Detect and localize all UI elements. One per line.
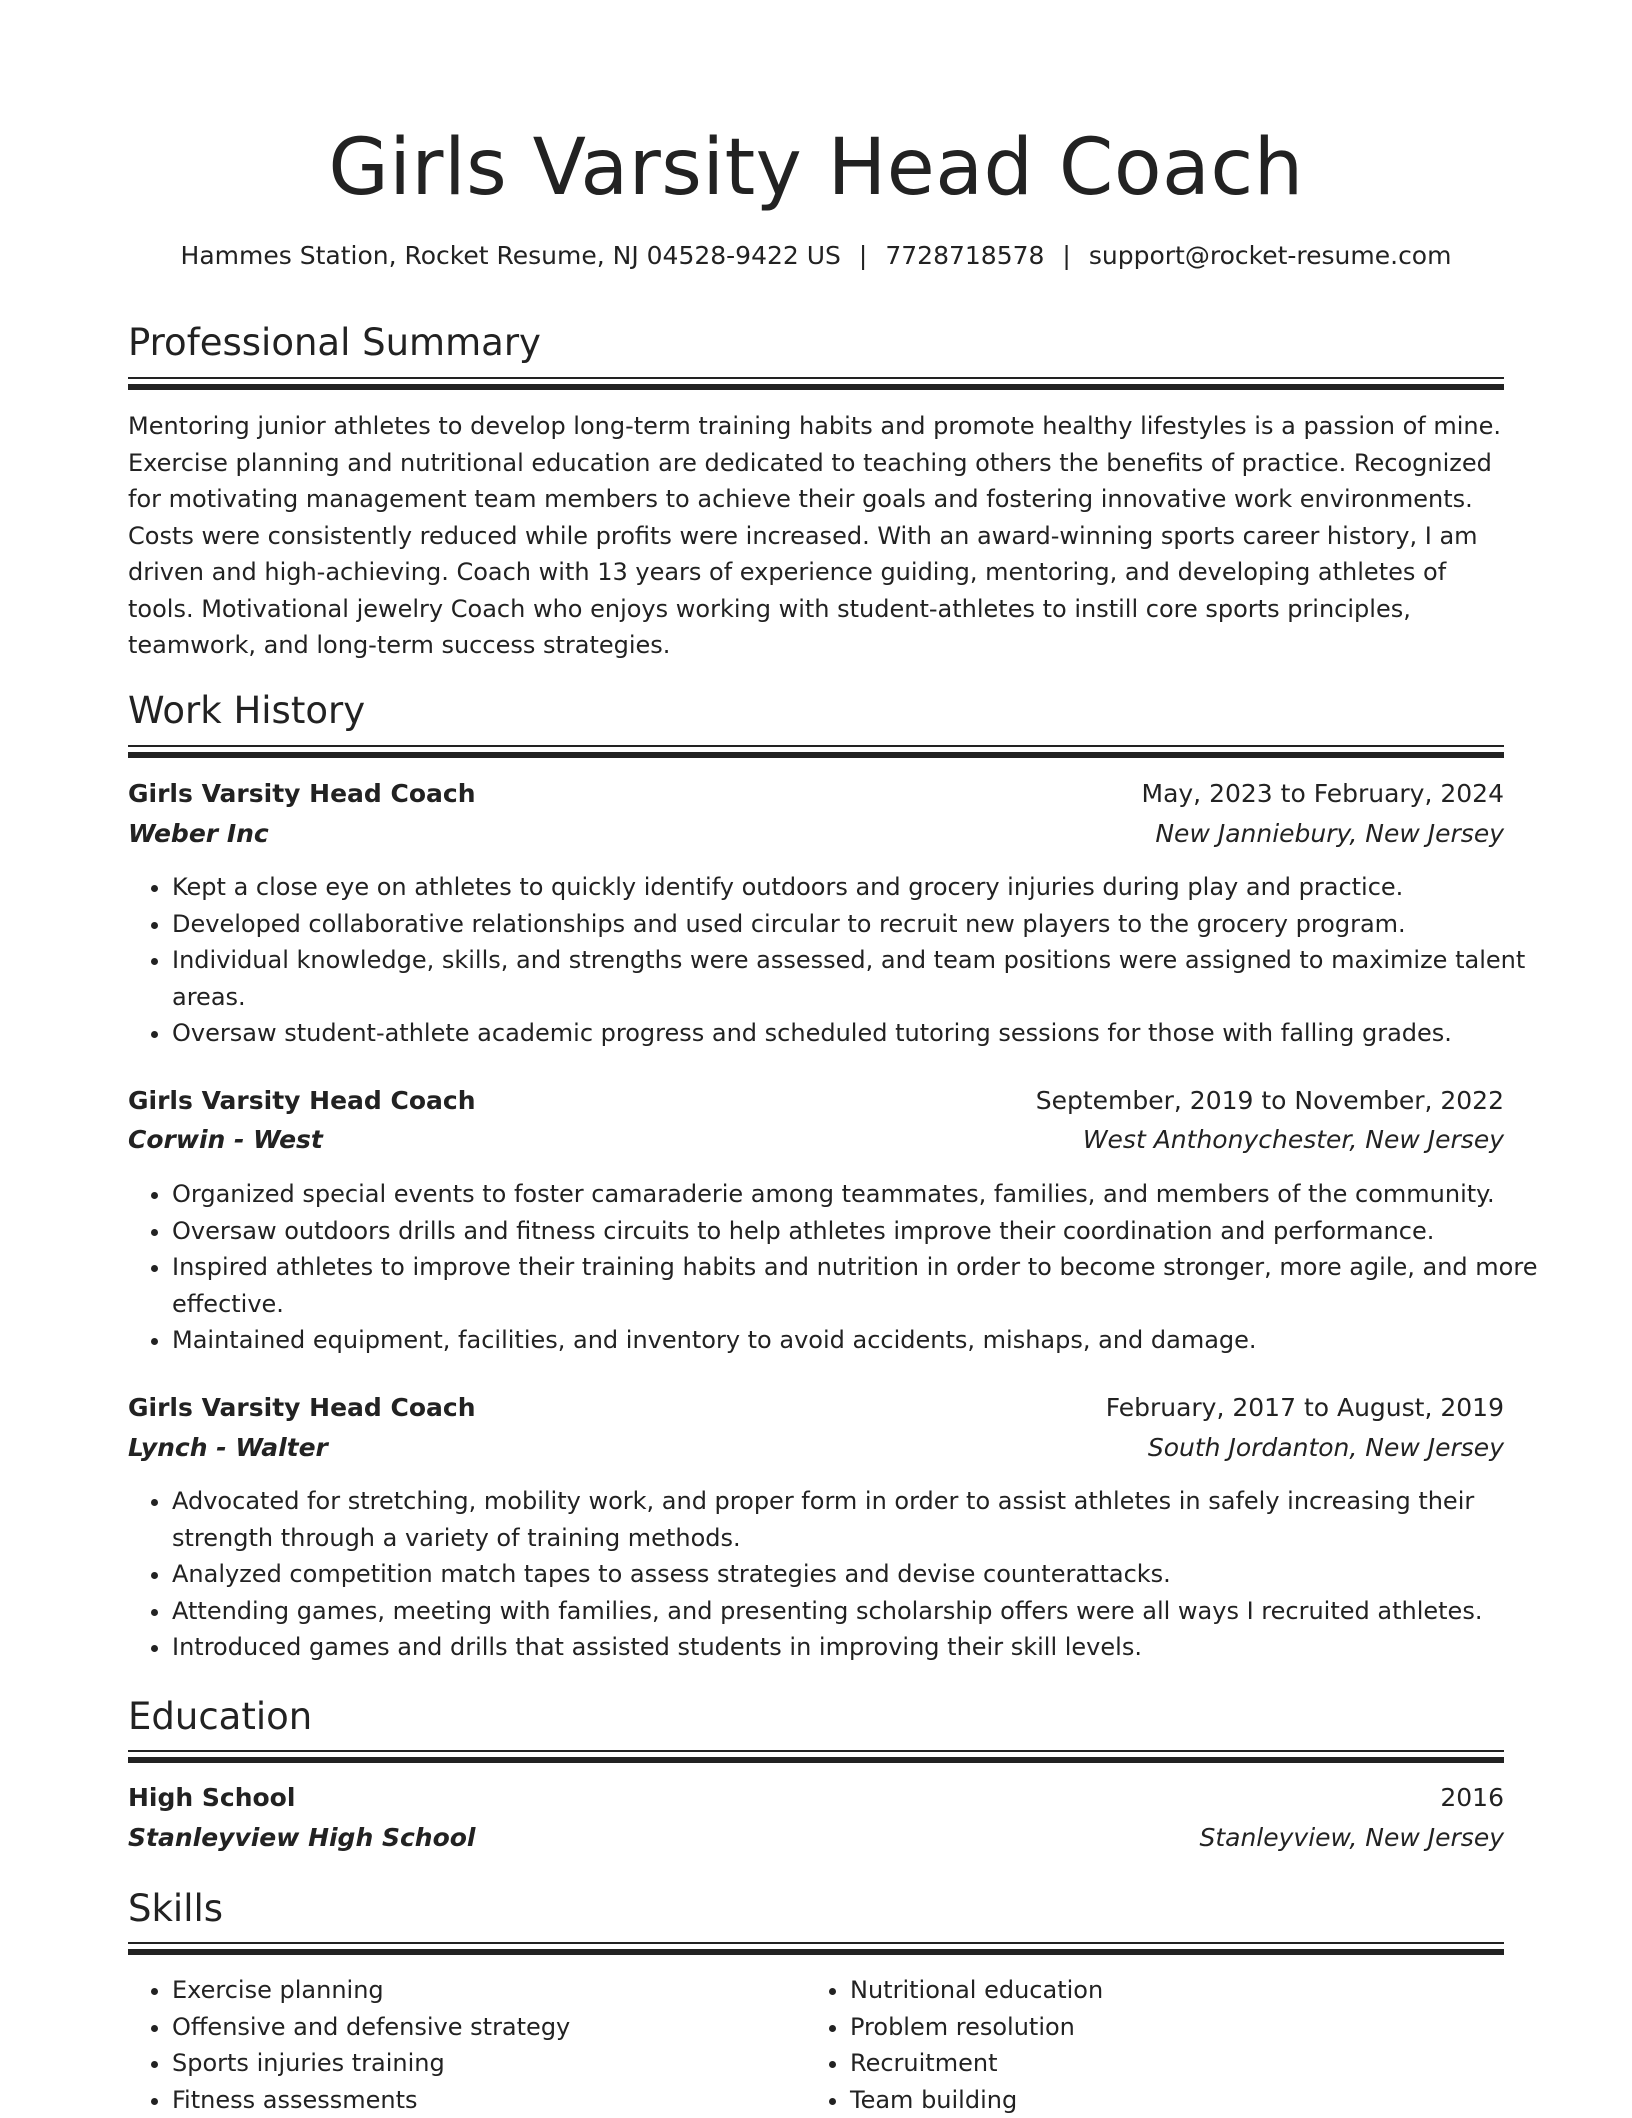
job-title: Girls Varsity Head Coach: [128, 1390, 476, 1426]
section-title-skills: Skills: [128, 1886, 223, 1932]
section-divider: [128, 1942, 1504, 1955]
skill-item: • Recruitment: [850, 2045, 1470, 2082]
contact-phone: 7728718578: [885, 241, 1044, 270]
education-school-row: [128, 1820, 1504, 1856]
job-location: South Jordanton, New Jersey: [1148, 1430, 1504, 1466]
education-location: Stanleyview, New Jersey: [1199, 1820, 1504, 1856]
skill-item: • Nutritional education: [850, 1972, 1470, 2009]
education-header-row: [128, 1780, 1504, 1816]
skill-item: • Sports injuries training: [172, 2045, 792, 2082]
section-divider: [128, 1750, 1504, 1763]
list-item: • Individual knowledge, skills, and strengths were assessed, and team positions were assigned to maximize talent areas.: [172, 942, 1548, 1015]
section-title-work: Work History: [128, 688, 365, 734]
list-item: • Developed collaborative relationships and used circular to recruit new players to the grocery program.: [172, 906, 1548, 943]
job-location: New Janniebury, New Jersey: [1155, 816, 1504, 852]
job-company-row: [128, 1430, 1504, 1466]
job-header-row: [128, 776, 1504, 812]
summary-text: Mentoring junior athletes to develop long-term training habits and promote healthy lifestyles is a passion of mine. Exercise planning and nutritional education are dedicated to teaching others the benefits of practice. Recognized for motivating management team members to achieve their goals and fostering innovative work environments. Costs were consistently reduced while profits were increased. With an award-winning sports career history, I am driven and high-achieving. Coach with 13 years of experience guiding, mentoring, and developing athletes of tools. Motivational jewelry Coach who enjoys working with student-athletes to instill core sports principles, teamwork, and long-term success strategies.: [128, 408, 1504, 664]
skill-item: • Team building: [850, 2082, 1470, 2118]
list-item: • Organized special events to foster camaraderie among teammates, families, and members of the community.: [172, 1176, 1548, 1213]
list-item: • Oversaw outdoors drills and fitness circuits to help athletes improve their coordination and performance.: [172, 1213, 1548, 1250]
skill-item: • Exercise planning: [172, 1972, 792, 2009]
list-item: • Maintained equipment, facilities, and inventory to avoid accidents, mishaps, and damage.: [172, 1322, 1548, 1359]
education-degree: High School: [128, 1780, 295, 1816]
job-company-row: [128, 1122, 1504, 1158]
list-item: • Oversaw student-athlete academic progress and scheduled tutoring sessions for those with falling grades.: [172, 1015, 1548, 1052]
job-company-row: [128, 816, 1504, 852]
education-year: 2016: [1440, 1780, 1504, 1816]
section-title-summary: Professional Summary: [128, 320, 541, 366]
education-school: Stanleyview High School: [128, 1820, 476, 1856]
section-divider: [128, 377, 1504, 390]
list-item: • Attending games, meeting with families, and presenting scholarship offers were all ways I recruited athletes.: [172, 1593, 1548, 1630]
job-location: West Anthonychester, New Jersey: [1083, 1122, 1504, 1158]
list-item: • Inspired athletes to improve their training habits and nutrition in order to become stronger, more agile, and more effective.: [172, 1249, 1548, 1322]
job-dates: February, 2017 to August, 2019: [1106, 1390, 1504, 1426]
contact-separator: |: [841, 241, 885, 270]
contact-email: support@rocket-resume.com: [1089, 241, 1452, 270]
candidate-name: Girls Varsity Head Coach: [128, 118, 1504, 218]
contact-line: [128, 238, 1504, 274]
list-item: • Analyzed competition match tapes to assess strategies and devise counterattacks.: [172, 1556, 1548, 1593]
section-divider: [128, 745, 1504, 758]
job-title: Girls Varsity Head Coach: [128, 1083, 476, 1119]
contact-address: Hammes Station, Rocket Resume, NJ 04528-9422 US: [181, 241, 841, 270]
skills-list-left: [128, 1972, 792, 2118]
job-title: Girls Varsity Head Coach: [128, 776, 476, 812]
list-item: • Advocated for stretching, mobility work, and proper form in order to assist athletes in safely increasing their strength through a variety of training methods.: [172, 1483, 1548, 1556]
skills-list-right: [806, 1972, 1470, 2118]
job-bullets: [128, 1176, 1548, 1359]
job-company: Lynch - Walter: [128, 1430, 328, 1466]
section-title-education: Education: [128, 1694, 312, 1740]
skill-item: • Problem resolution: [850, 2009, 1470, 2046]
job-bullets: [128, 1483, 1548, 1666]
job-bullets: [128, 869, 1548, 1052]
job-company: Weber Inc: [128, 816, 269, 852]
skill-item: • Offensive and defensive strategy: [172, 2009, 792, 2046]
skill-item: • Fitness assessments: [172, 2082, 792, 2118]
job-header-row: [128, 1083, 1504, 1119]
list-item: • Introduced games and drills that assisted students in improving their skill levels.: [172, 1629, 1548, 1666]
job-header-row: [128, 1390, 1504, 1426]
contact-separator: |: [1044, 241, 1088, 270]
job-dates: May, 2023 to February, 2024: [1142, 776, 1505, 812]
job-company: Corwin - West: [128, 1122, 323, 1158]
list-item: • Kept a close eye on athletes to quickly identify outdoors and grocery injuries during play and practice.: [172, 869, 1548, 906]
job-dates: September, 2019 to November, 2022: [1036, 1083, 1504, 1119]
